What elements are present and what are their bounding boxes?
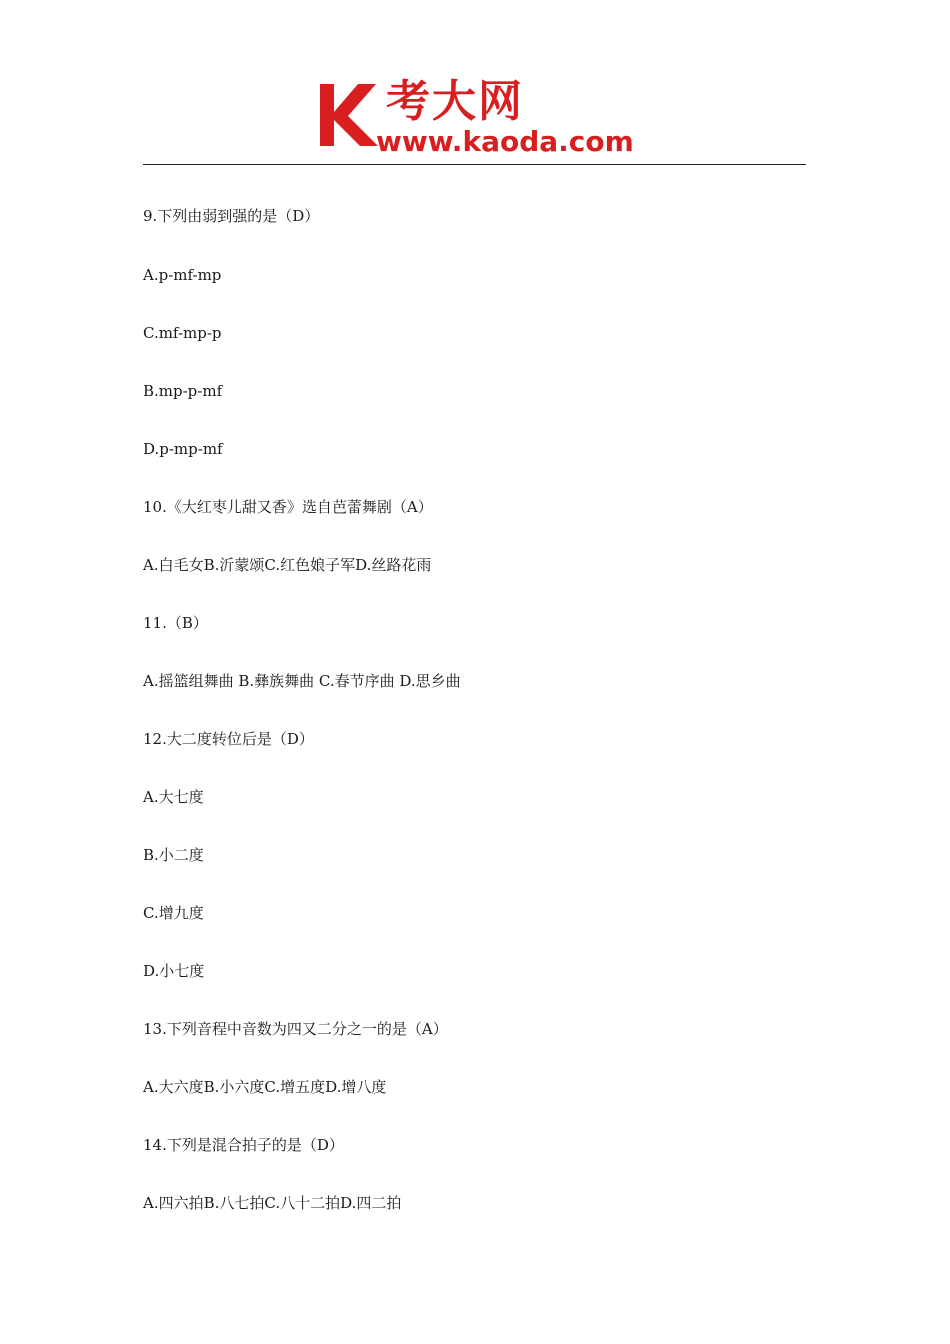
question-12: 12.大二度转位后是（D）	[143, 730, 314, 748]
option-line: A.白毛女B.沂蒙颂C.红色娘子军D.丝路花雨	[143, 556, 432, 574]
option-line: A.四六拍B.八七拍C.八十二拍D.四二拍	[143, 1194, 402, 1212]
option-line: A.大七度	[143, 788, 204, 806]
option-line: C.mf-mp-p	[143, 324, 222, 342]
option-line: D.p-mp-mf	[143, 440, 223, 458]
page-header	[0, 0, 950, 170]
question-11: 11.（B）	[143, 614, 208, 632]
question-10: 10.《大红枣儿甜又香》选自芭蕾舞剧（A）	[143, 498, 433, 516]
option-line: A.摇篮组舞曲 B.彝族舞曲 C.春节序曲 D.思乡曲	[143, 672, 461, 690]
question-9: 9.下列由弱到强的是（D）	[143, 207, 320, 225]
header-divider	[143, 164, 806, 165]
kaoda-logo[interactable]	[318, 78, 640, 160]
logo-url-text: www.kaoda.com	[376, 125, 634, 158]
option-line: D.小七度	[143, 962, 205, 980]
question-14: 14.下列是混合拍子的是（D）	[143, 1136, 344, 1154]
logo-chinese-text: 考大网	[386, 76, 524, 127]
option-line: A.p-mf-mp	[143, 266, 222, 284]
question-13: 13.下列音程中音数为四又二分之一的是（A）	[143, 1020, 448, 1038]
k-logo-icon	[318, 82, 380, 148]
option-line: B.小二度	[143, 846, 204, 864]
option-line: A.大六度B.小六度C.增五度D.增八度	[143, 1078, 387, 1096]
option-line: C.增九度	[143, 904, 204, 922]
option-line: B.mp-p-mf	[143, 382, 223, 400]
